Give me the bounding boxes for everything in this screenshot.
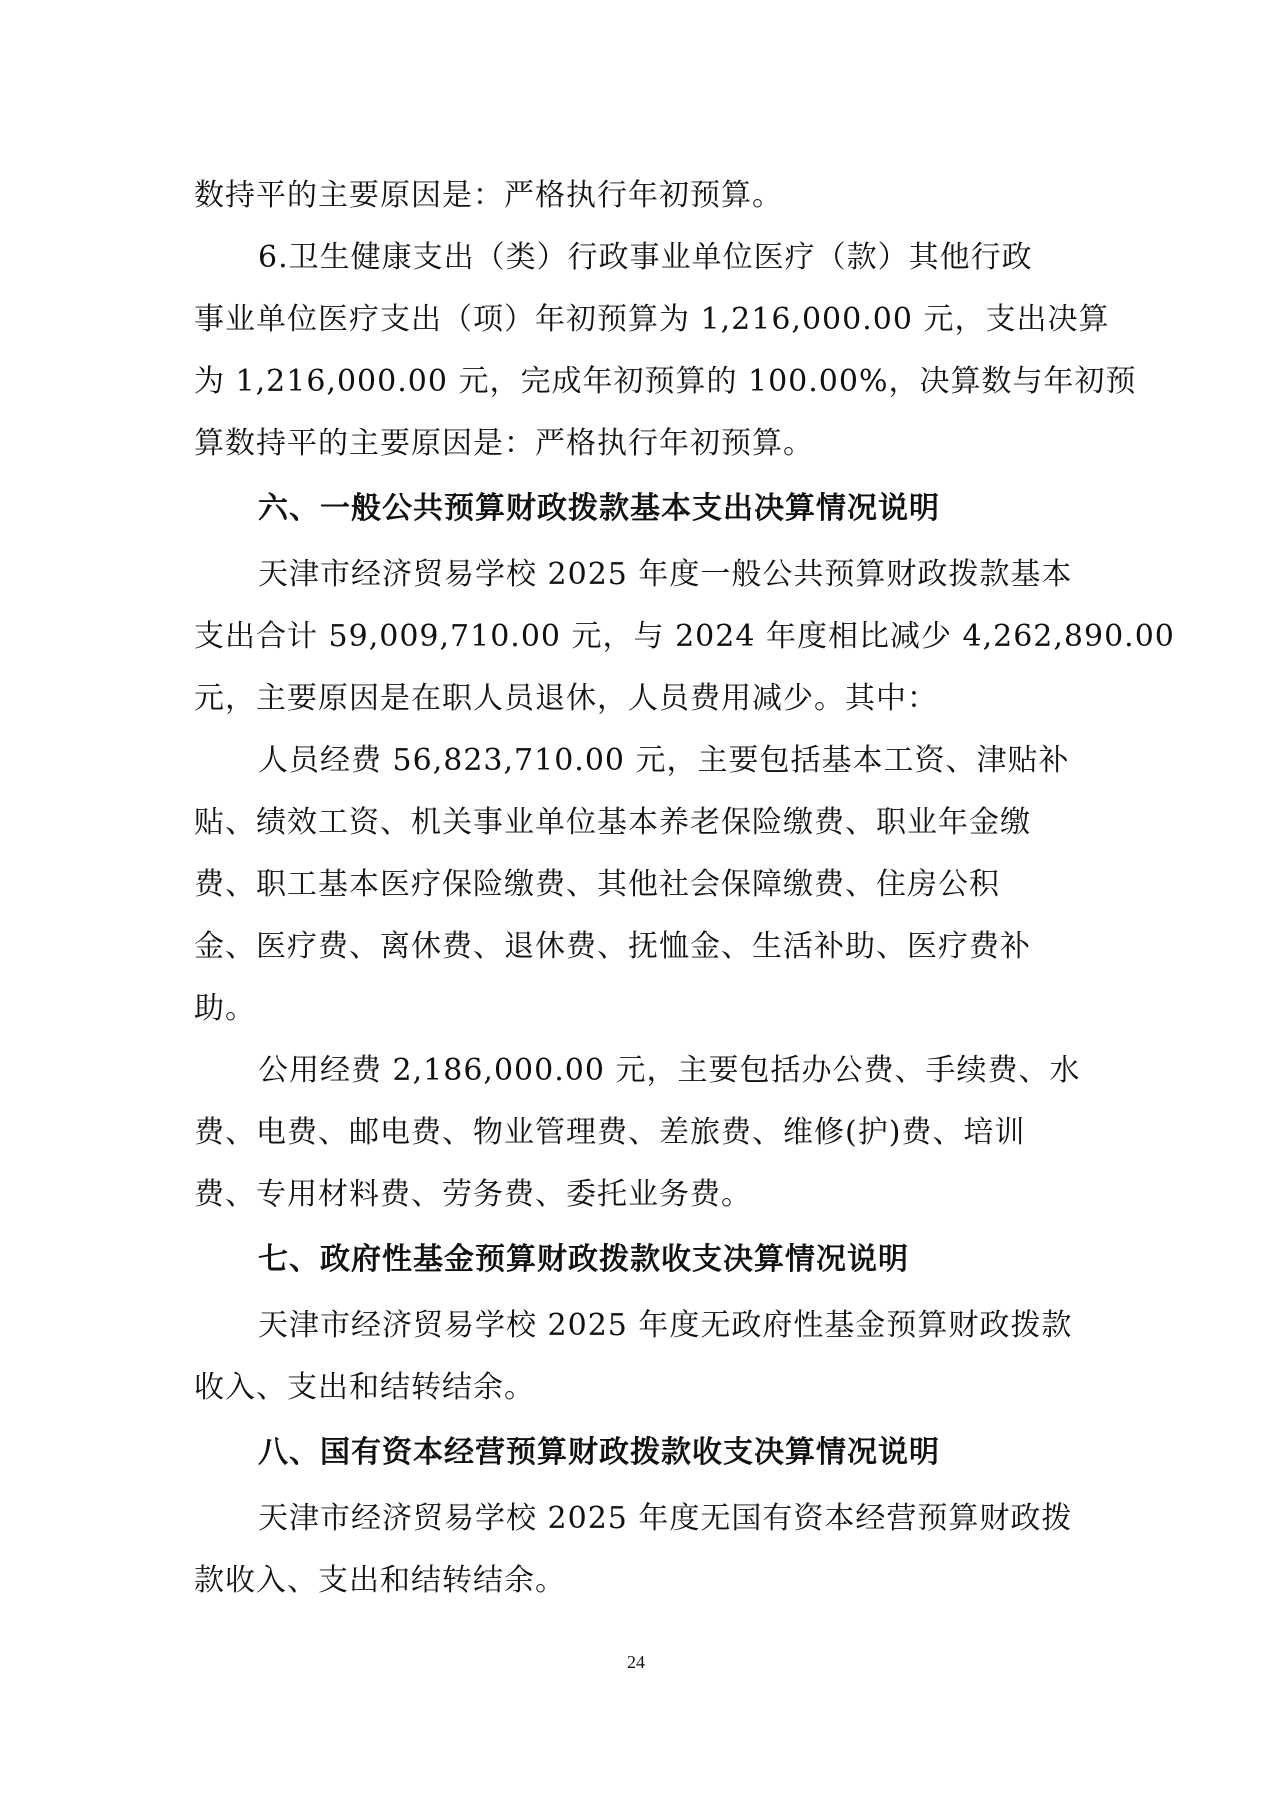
section-heading: 六、一般公共预算财政拨款基本支出决算情况说明 bbox=[258, 491, 940, 526]
paragraph-line: 公用经费 2,186,000.00 元，主要包括办公费、手续费、水 bbox=[258, 1053, 1081, 1088]
paragraph-line: 算数持平的主要原因是：严格执行年初预算。 bbox=[194, 426, 814, 461]
page-number: 24 bbox=[627, 1652, 645, 1672]
paragraph-line: 助。 bbox=[194, 991, 256, 1026]
paragraph-line: 金、医疗费、离休费、退休费、抚恤金、生活补助、医疗费补 bbox=[194, 929, 1031, 964]
paragraph-line: 人员经费 56,823,710.00 元，主要包括基本工资、津贴补 bbox=[258, 743, 1070, 778]
paragraph-line: 贴、绩效工资、机关事业单位基本养老保险缴费、职业年金缴 bbox=[194, 805, 1031, 840]
paragraph-line: 天津市经济贸易学校 2025 年度无国有资本经营预算财政拨 bbox=[258, 1501, 1073, 1536]
section-heading: 八、国有资本经营预算财政拨款收支决算情况说明 bbox=[258, 1435, 940, 1470]
paragraph-line: 数持平的主要原因是：严格执行年初预算。 bbox=[194, 178, 783, 213]
section-heading: 七、政府性基金预算财政拨款收支决算情况说明 bbox=[258, 1242, 909, 1277]
paragraph-line: 费、专用材料费、劳务费、委托业务费。 bbox=[194, 1177, 752, 1212]
paragraph-line: 费、职工基本医疗保险缴费、其他社会保障缴费、住房公积 bbox=[194, 867, 1000, 902]
paragraph-line: 款收入、支出和结转结余。 bbox=[194, 1563, 566, 1598]
paragraph-line: 事业单位医疗支出（项）年初预算为 1,216,000.00 元，支出决算 bbox=[194, 302, 1110, 337]
paragraph-line: 天津市经济贸易学校 2025 年度一般公共预算财政拨款基本 bbox=[258, 557, 1073, 592]
paragraph-line: 元，主要原因是在职人员退休，人员费用减少。其中： bbox=[194, 681, 938, 716]
paragraph-line: 6.卫生健康支出（类）行政事业单位医疗（款）其他行政 bbox=[258, 240, 1033, 275]
paragraph-line: 费、电费、邮电费、物业管理费、差旅费、维修(护)费、培训 bbox=[194, 1115, 1026, 1150]
paragraph-line: 天津市经济贸易学校 2025 年度无政府性基金预算财政拨款 bbox=[258, 1308, 1073, 1343]
paragraph-line: 收入、支出和结转结余。 bbox=[194, 1370, 535, 1405]
paragraph-line: 支出合计 59,009,710.00 元，与 2024 年度相比减少 4,262,890.00 bbox=[194, 619, 1175, 654]
paragraph-line: 为 1,216,000.00 元，完成年初预算的 100.00%，决算数与年初预 bbox=[194, 364, 1137, 399]
